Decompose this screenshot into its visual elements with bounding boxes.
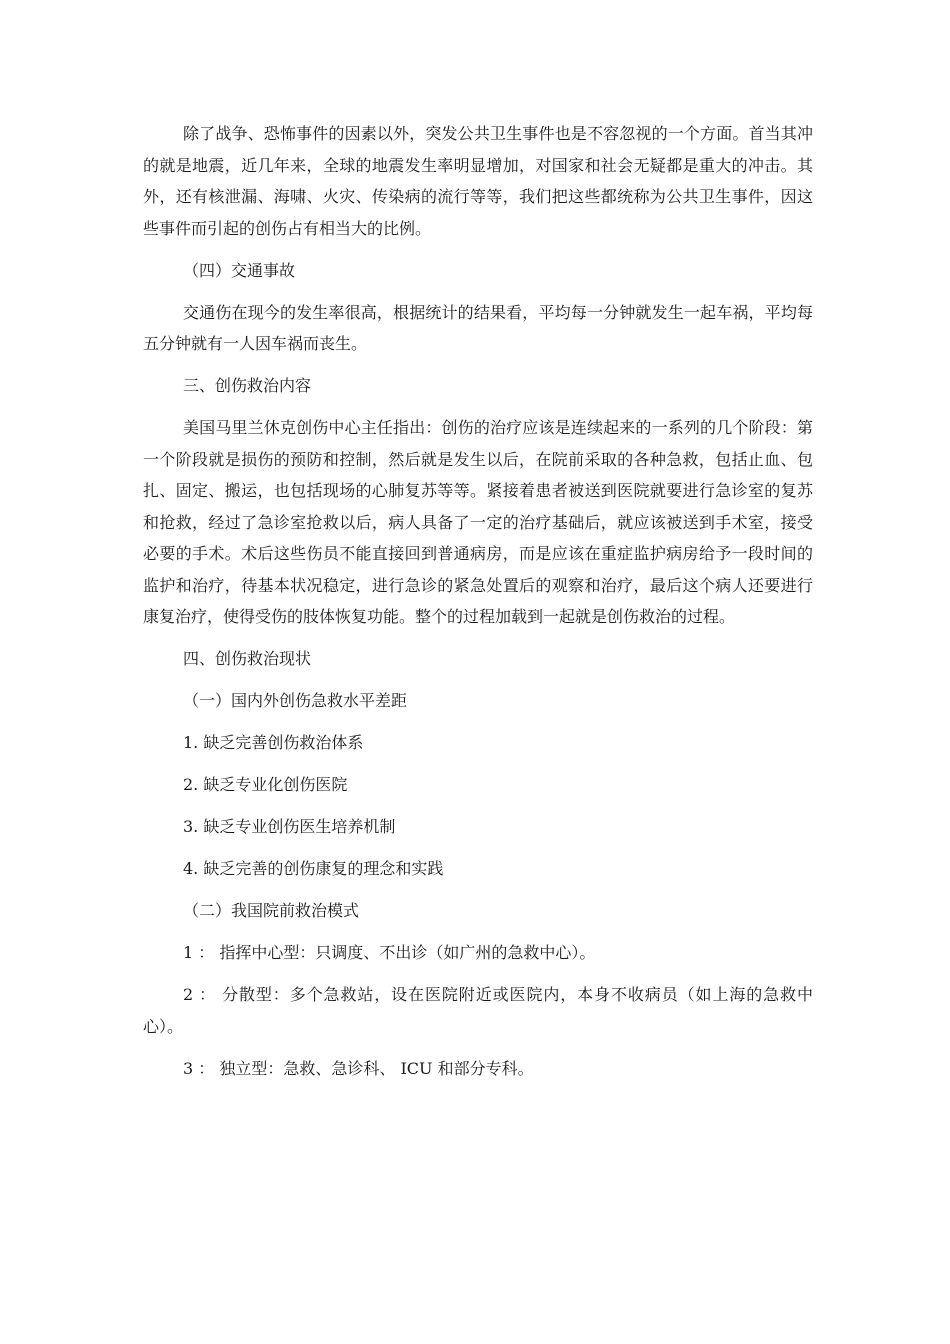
subheading-prehospital-models: （二）我国院前救治模式 (183, 901, 360, 920)
list-item-3: 3. 缺乏专业创伤医生培养机制 (183, 817, 396, 836)
model-item-1: 1 ： 指挥中心型：只调度、不出诊（如广州的急救中心）。 (183, 943, 596, 962)
model-item-2: 2 ： 分散型：多个急救站，设在医院附近或医院内，本身不收病员（如上海的急救中心）。 (143, 985, 813, 1036)
heading-trauma-treatment-content: 三、创伤救治内容 (183, 376, 312, 395)
subheading-domestic-foreign-gap: （一）国内外创伤急救水平差距 (183, 691, 408, 710)
paragraph-trauma-treatment-stages: 美国马里兰休克创伤中心主任指出：创伤的治疗应该是连续起来的一系列的几个阶段：第一个阶段就是损伤的预防和控制，然后就是发生以后，在院前采取的各种急救，包括止血、包扎、固定、搬运，也包括现场的心肺复苏等等。紧接着患者被送到医院就要进行急诊室的复苏和抢救，经过了急诊室抢救以后，病人具备了一定的治疗基础后，就应该被送到手术室，接受必要的手术。术后这些伤员不能直接回到普通病房，而是应该在重症监护病房给予一段时间的监护和治疗，待基本状况稳定，进行急诊的紧急处置后的观察和治疗，最后这个病人还要进行康复治疗，使得受伤的肢体恢复功能。整个的过程加载到一起就是创伤救治的过程。 (143, 418, 813, 626)
model-item-3: 3 ： 独立型：急救、急诊科、 ICU 和部分专科。 (183, 1058, 534, 1078)
heading-trauma-treatment-status: 四、创伤救治现状 (183, 649, 312, 668)
heading-traffic-accidents: （四）交通事故 (183, 260, 296, 280)
list-item-2: 2. 缺乏专业化创伤医院 (183, 775, 348, 794)
list-item-1: 1. 缺乏完善创伤救治体系 (183, 733, 364, 752)
list-item-4: 4. 缺乏完善的创伤康复的理念和实践 (183, 859, 444, 878)
paragraph-traffic-injuries: 交通伤在现今的发生率很高，根据统计的结果看，平均每一分钟就发生一起车祸，平均每五分钟就有一人因车祸而丧生。 (143, 302, 813, 353)
document-body (143, 118, 813, 1095)
paragraph-public-health-events: 除了战争、恐怖事件的因素以外，突发公共卫生事件也是不容忽视的一个方面。首当其冲的就是地震，近几年来，全球的地震发生率明显增加，对国家和社会无疑都是重大的冲击。其外，还有核泄漏、海啸、火灾、传染病的流行等等，我们把这些都统称为公共卫生事件，因这些事件而引起的创伤占有相当大的比例。 (143, 124, 813, 238)
